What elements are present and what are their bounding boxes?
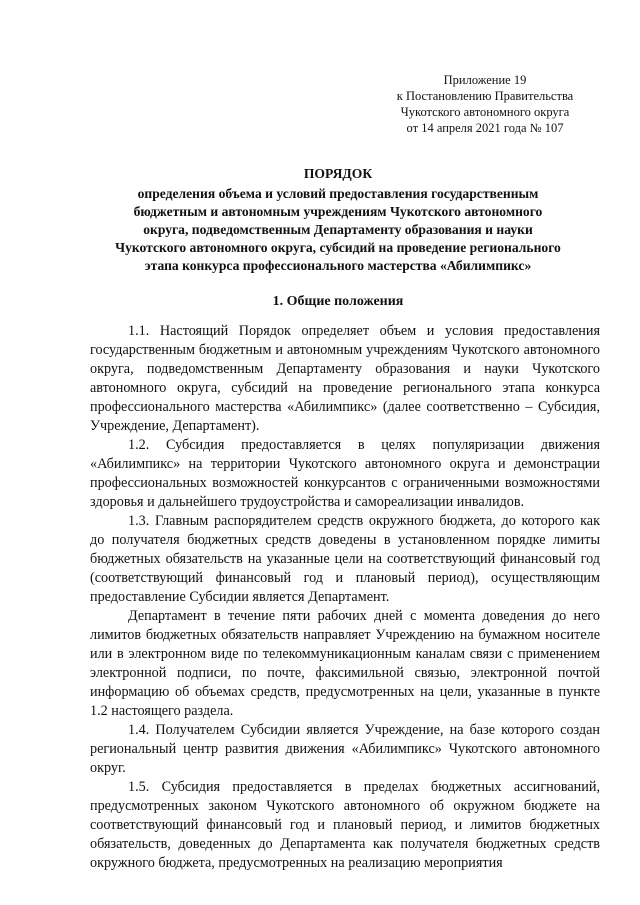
attachment-region: Чукотского автономного округа [400,105,570,119]
document-title [88,165,588,275]
paragraph-1-3: 1.3. Главным распорядителем средств окружного бюджета, до которого как до получателя бюджетных средств доведены в установленном порядке лимиты бюджетных обязательств на указанные цели на соответствующий финансовый год (соответствующий финансовый год и плановый период), осуществляющим предоставление Субсидии является Департамент. [90,513,600,605]
section-heading: 1. Общие положения [272,294,404,309]
title-line: этапа конкурса профессионального мастерства «Абилимпикс» [144,258,532,273]
title-line: бюджетным и автономным учреждениям Чукотского автономного [133,204,543,219]
title-heading: ПОРЯДОК [303,166,373,181]
paragraph-1-5: 1.5. Субсидия предоставляется в пределах бюджетных ассигнований, предусмотренных законом Чукотского автономного об окружном бюджете на соответствующий финансовый год и плановый период, и лимитов бюджетных обязательств, доведенных до Департамента как получателя бюджетных средств окружного бюджета, предусмотренных на реализацию мероприятия [90,779,600,871]
paragraph-1-3-cont: Департамент в течение пяти рабочих дней с момента доведения до него лимитов бюджетных обязательств направляет Учреждению на бумажном носителе или в электронном виде по телекоммуникационным каналам связи с применением электронной подписи, по почте, факсимильной связью, электронной почтой информацию об объемах средств, предусмотренных на цели, указанные в пункте 1.2 настоящего раздела. [90,608,600,719]
attachment-resolution: к Постановлению Правительства [396,89,574,103]
paragraph-1-1: 1.1. Настоящий Порядок определяет объем и условия предоставления государственным бюджетным и автономным учреждениям Чукотского автономного округа, подведомственным Департаменту образования и науки Чукотского автономного округа, субсидий на проведение регионального этапа конкурса профессионального мастерства «Абилимпикс» (далее соответственно – Субсидия, Учреждение, Департамент). [90,323,600,434]
attachment-number: Приложение 19 [443,73,527,87]
paragraph-1-2: 1.2. Субсидия предоставляется в целях популяризации движения «Абилимпикс» на территории Чукотского автономного округа и демонстрации профессиональных возможностей конкурсантов с ограниченными возможностями здоровья и дальнейшего трудоустройства и самореализации инвалидов. [90,437,600,510]
attachment-block [382,72,588,136]
attachment-date: от 14 апреля 2021 года № 107 [406,121,564,135]
title-line: округа, подведомственным Департаменту образования и науки [143,222,533,237]
title-line: определения объема и условий предоставления государственным [137,186,539,201]
title-line: Чукотского автономного округа, субсидий на проведение регионального [115,240,561,255]
paragraph-1-4: 1.4. Получателем Субсидии является Учреждение, на базе которого создан региональный центр развития движения «Абилимпикс» Чукотского автономного округ. [90,722,600,776]
document-body [90,322,600,873]
